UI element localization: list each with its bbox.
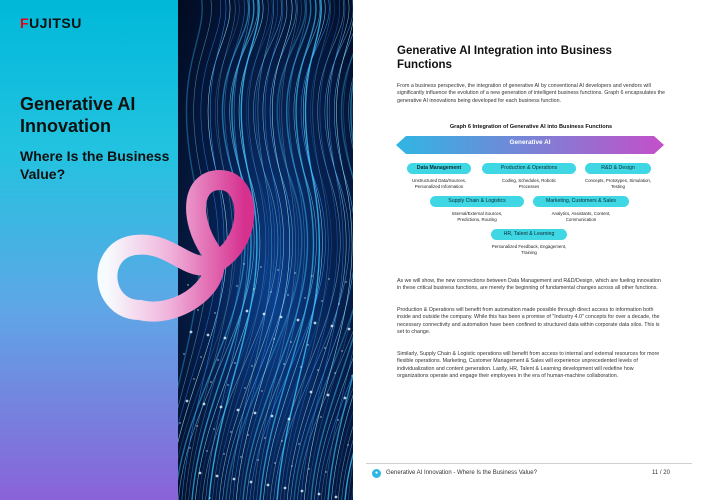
light-particle — [213, 428, 214, 429]
light-particle — [345, 281, 346, 282]
desc-marketing-sales: Analytics, Assistants, Content, Communication — [551, 211, 611, 222]
body-paragraph-2: Production & Operations will benefit from automation made possible through direct access to information both inside and outside the company. While this has been a promise of "Industry 4.0" concepts for over a decade, the necessary connectivity and automation have been confined to structured data within corporate data silos. This is set to change. — [397, 307, 660, 336]
footer-divider — [366, 463, 692, 464]
light-particle — [310, 391, 313, 394]
pill-marketing-sales: Marketing, Customers & Sales — [533, 196, 629, 207]
desc-supply-chain: Internal/External Sources, Predictions, Routing — [451, 211, 503, 222]
desc-data-management: Unstructured Data/Sources, Personalized Information — [411, 178, 467, 189]
cover-title: Generative AI Innovation — [20, 94, 136, 136]
light-particle — [237, 409, 240, 412]
light-particle — [300, 366, 301, 367]
light-particle — [234, 362, 235, 363]
light-particle — [251, 365, 252, 366]
desc-production-operations: Coding, Schedules, Robotic Processes — [501, 178, 557, 189]
light-particle — [261, 390, 262, 391]
light-particle — [318, 493, 321, 496]
light-stream — [335, 0, 353, 500]
light-particle — [331, 325, 334, 328]
light-particle — [324, 347, 325, 348]
light-particle — [348, 328, 351, 331]
light-particle — [320, 416, 321, 417]
light-particle — [317, 369, 318, 370]
light-particle — [283, 363, 284, 364]
light-particle — [264, 437, 265, 438]
light-particle — [308, 468, 309, 469]
light-particle — [321, 300, 322, 301]
generative-ai-label: Generative AI — [509, 139, 551, 146]
intro-paragraph: From a business perspective, the integration of generative AI by conventional AI developers and vendors will significantly influence the evolution of a new generation of intelligent business functions. Graph 6 encapsulates the generative AI innovations being developed for each business function. — [397, 83, 665, 104]
pill-supply-chain: Supply Chain & Logistics — [430, 196, 524, 207]
light-particle — [254, 412, 257, 415]
light-particle — [337, 419, 338, 420]
graph-title: Graph 6 Integration of Generative AI into Business Functions — [449, 124, 613, 130]
light-particle — [186, 400, 189, 403]
body-paragraph-3: Similarly, Supply Chain & Logistic operations will benefit from access to internal and external resources for more flexible operations. Marketing, Customer Management & Sales will experience unprecedented levels of individualization and content generation. Lastly, HR, Talent & Learning development will redefine how organizations operate and engage their employees in the era of human-machine collaboration. — [397, 351, 660, 380]
light-particle — [233, 478, 236, 481]
light-particle — [250, 481, 253, 484]
light-particle — [240, 456, 241, 457]
light-particle — [230, 431, 231, 432]
light-particle — [291, 465, 292, 466]
light-particle — [288, 418, 291, 421]
light-particle — [179, 422, 180, 423]
light-particle — [210, 381, 211, 382]
light-particle — [203, 403, 206, 406]
light-particle — [284, 487, 287, 490]
light-particle — [227, 384, 228, 385]
body-paragraph-1: As we will show, the new connections between Data Management and R&D/Design, which are fueling innovation in these critical business functions, are merely the beginning of fundamental changes across all other functions. — [397, 278, 661, 292]
footer-title: Generative AI Innovation - Where Is the Business Value? — [386, 470, 537, 476]
light-particle — [334, 372, 335, 373]
light-particle — [335, 496, 338, 499]
infinity-graphic — [80, 160, 320, 360]
light-stream — [331, 0, 353, 500]
light-particle — [209, 497, 210, 498]
light-particle — [347, 444, 348, 445]
light-particle — [189, 447, 190, 448]
desc-rd-design: Concepts, Prototypes, Simulation, Testing — [584, 178, 652, 189]
light-particle — [281, 440, 282, 441]
light-particle — [220, 406, 223, 409]
light-particle — [196, 425, 197, 426]
fujitsu-logo: FUJITSU — [20, 15, 82, 31]
light-particle — [267, 484, 270, 487]
light-particle — [301, 490, 304, 493]
pill-rd-design: R&D & Design — [585, 163, 651, 174]
light-particle — [325, 471, 326, 472]
page-number: 11 / 20 — [652, 470, 670, 476]
light-particle — [274, 462, 275, 463]
light-particle — [223, 453, 224, 454]
light-particle — [216, 475, 219, 478]
light-particle — [257, 459, 258, 460]
pill-data-management: Data Management — [407, 163, 471, 174]
light-particle — [344, 397, 347, 400]
light-particle — [327, 394, 330, 397]
light-particle — [193, 378, 194, 379]
cover-subtitle: Where Is the Business Value? — [20, 148, 170, 182]
pill-production-operations: Production & Operations — [482, 163, 576, 174]
desc-hr-talent: Personalized Feedback, Engagement, Training — [491, 244, 567, 255]
light-particle — [199, 472, 202, 475]
page-heading: Generative AI Integration into Business Functions — [397, 45, 612, 71]
footer-fujitsu-icon: ● — [372, 469, 381, 478]
light-particle — [206, 450, 207, 451]
light-particle — [298, 443, 299, 444]
light-particle — [341, 350, 342, 351]
light-particle — [271, 415, 274, 418]
light-particle — [328, 278, 329, 279]
pill-hr-talent: HR, Talent & Learning — [491, 229, 567, 240]
light-particle — [244, 387, 245, 388]
light-particle — [247, 434, 248, 435]
light-particle — [338, 303, 339, 304]
